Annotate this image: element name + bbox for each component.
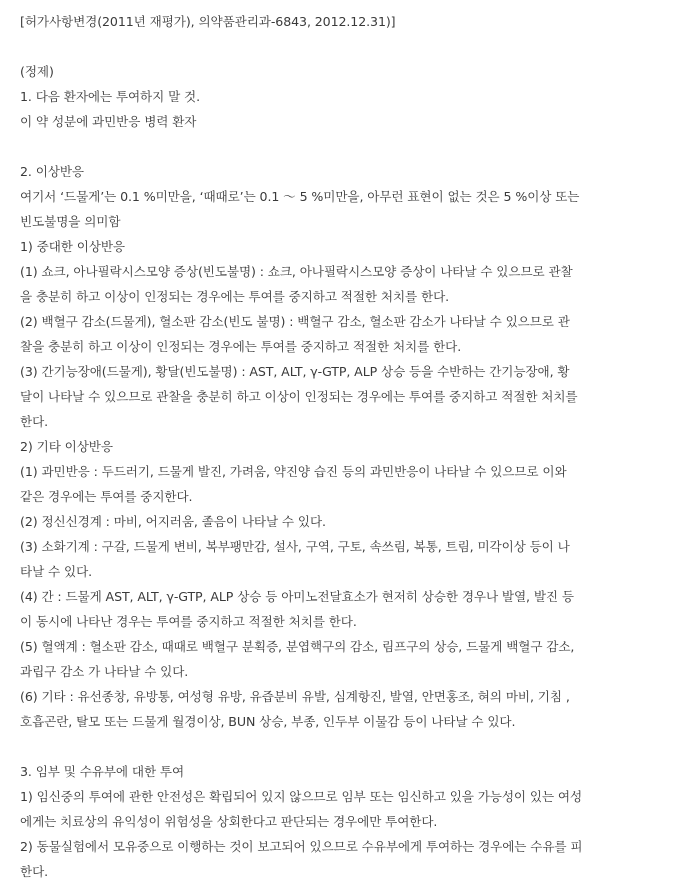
text-line: 호흡곤란, 탈모 또는 드물게 월경이상, BUN 상승, 부종, 인두부 이물감 등이 나타날 수 있다. (20, 714, 516, 729)
document-body (20, 9, 682, 884)
text-line: 2) 동물실험에서 모유중으로 이행하는 것이 보고되어 있으므로 수유부에게 투여하는 경우에는 수유를 피 (20, 839, 583, 854)
text-line: 빈도불명을 의미함 (20, 214, 121, 229)
text-line: 한다. (20, 414, 49, 429)
text-line: 달이 나타날 수 있으므로 관찰을 충분히 하고 이상이 인정되는 경우에는 투여를 중지하고 적절한 처치를 (20, 389, 578, 404)
text-line: (1) 쇼크, 아나필락시스모양 증상(빈도불명) : 쇼크, 아나필락시스모양 증상이 나타날 수 있으므로 관찰 (20, 264, 573, 279)
text-line: 여기서 ‘드물게’는 0.1 %미만을, ‘때때로’는 0.1 ～ 5 %미만을, 아무런 표현이 없는 것은 5 %이상 또는 (20, 189, 580, 204)
text-line: 찰을 충분히 하고 이상이 인정되는 경우에는 투여를 중지하고 적절한 처치를 한다. (20, 339, 462, 354)
blank-line (20, 134, 682, 159)
text-line: 2. 이상반응 (20, 164, 84, 179)
text-line: (5) 혈액계 : 혈소판 감소, 때때로 백혈구 분획증, 분엽핵구의 감소, 림프구의 상승, 드물게 백혈구 감소, (20, 639, 575, 654)
text-line: 한다. (20, 864, 49, 879)
text-line: 1) 임신중의 투여에 관한 안전성은 확립되어 있지 않으므로 임부 또는 임신하고 있을 가능성이 있는 여성 (20, 789, 583, 804)
text-line: (1) 과민반응 : 두드러기, 드물게 발진, 가려움, 약진양 습진 등의 과민반응이 나타날 수 있으므로 이와 (20, 464, 567, 479)
text-line: 같은 경우에는 투여를 중지한다. (20, 489, 193, 504)
text-line: 1. 다음 환자에는 투여하지 말 것. (20, 89, 201, 104)
text-line: (3) 소화기계 : 구갈, 드물게 변비, 복부팽만감, 설사, 구역, 구토, 속쓰림, 복통, 트림, 미각이상 등이 나 (20, 539, 570, 554)
blank-line (20, 734, 682, 759)
text-line: (2) 백혈구 감소(드물게), 혈소판 감소(빈도 불명) : 백혈구 감소, 혈소판 감소가 나타날 수 있으므로 관 (20, 314, 570, 329)
text-line: 타날 수 있다. (20, 564, 93, 579)
blank-line (20, 34, 682, 59)
text-line: 이 약 성분에 과민반응 병력 환자 (20, 114, 197, 129)
text-line: (3) 간기능장애(드물게), 황달(빈도불명) : AST, ALT, γ-GTP, ALP 상승 등을 수반하는 간기능장애, 황 (20, 364, 570, 379)
text-line: (6) 기타 : 유선종창, 유방통, 여성형 유방, 유즙분비 유발, 심계항진, 발열, 안면홍조, 혀의 마비, 기침 , (20, 689, 570, 704)
text-line: 에게는 치료상의 유익성이 위험성을 상회한다고 판단되는 경우에만 투여한다. (20, 814, 438, 829)
text-line: 이 동시에 나타난 경우는 투여를 중지하고 적절한 처치를 한다. (20, 614, 357, 629)
text-line: 과립구 감소 가 나타날 수 있다. (20, 664, 189, 679)
text-line: (4) 간 : 드물게 AST, ALT, γ-GTP, ALP 상승 등 아미노전달효소가 현저히 상승한 경우나 발열, 발진 등 (20, 589, 574, 604)
text-line: 3. 임부 및 수유부에 대한 투여 (20, 764, 185, 779)
text-line: (정제) (20, 64, 54, 79)
text-line: [허가사항변경(2011년 재평가), 의약품관리과-6843, 2012.12.31)] (20, 14, 396, 29)
text-line: 을 충분히 하고 이상이 인정되는 경우에는 투여를 중지하고 적절한 처치를 한다. (20, 289, 450, 304)
text-line: 1) 중대한 이상반응 (20, 239, 125, 254)
text-line: (2) 정신신경계 : 마비, 어지러움, 졸음이 나타날 수 있다. (20, 514, 326, 529)
text-line: 2) 기타 이상반응 (20, 439, 113, 454)
